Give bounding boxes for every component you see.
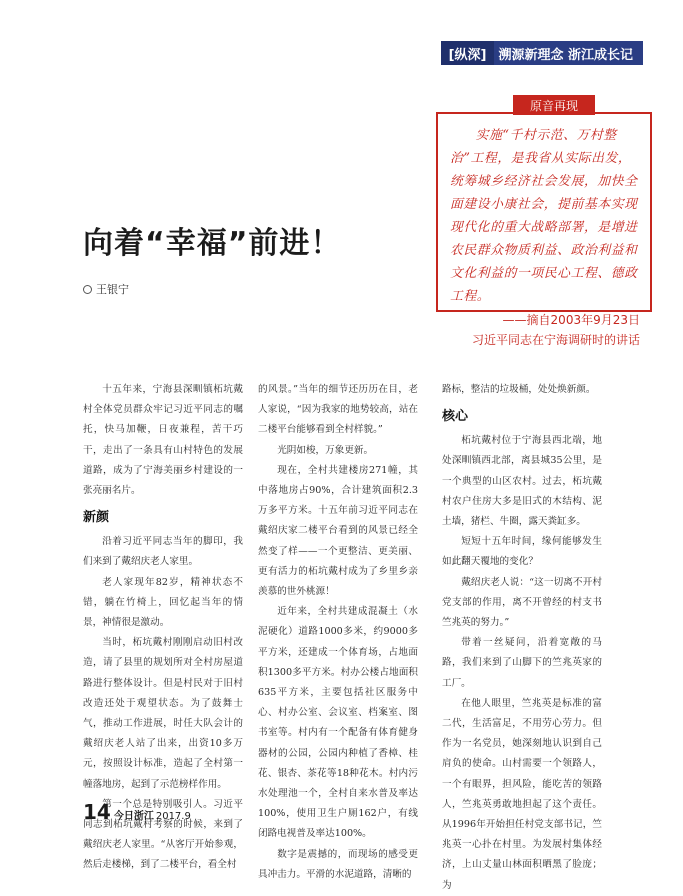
issue-number: 2017.9 bbox=[155, 811, 191, 822]
author-line bbox=[83, 281, 129, 297]
paragraph: 带着一丝疑问，沿着宽敞的马路，我们来到了山脚下的竺兆英家的工厂。 bbox=[442, 637, 602, 689]
section-heading-xinyan: 新颜 bbox=[83, 510, 110, 526]
column-2 bbox=[258, 380, 418, 885]
quote-source bbox=[450, 310, 640, 350]
paragraph: 短短十五年时间，缘何能够发生如此翻天覆地的变化？ bbox=[442, 536, 602, 568]
section-title: 溯源新理念 浙江成长记 bbox=[494, 41, 643, 65]
paragraph: 光阴如梭，万象更新。 bbox=[277, 444, 374, 456]
quote-source-date: ——摘自2003年9月23日 bbox=[502, 313, 640, 327]
paragraph: 现在，全村共建楼房271幢，其中落地房占90%，合计建筑面积2.3万多平方米。十五年前习近平同志在戴绍庆家二楼平台看到的风景已经全然变了样——一个更整洁、更美丽、更有活力的柘坑戴村成为了乡里乡亲羡慕的世外桃源！ bbox=[258, 464, 418, 598]
paragraph: 近年来，全村共建成混凝土（水泥硬化）道路1000多米，约9000多平方米，还建成一个体育场，占地面积1300多平方米。村办公楼占地面积635平方米，主要包括社区服务中心、村办公室、会议室、档案室、图书室等。村内有一个配备有体育健身器材的公园，公园内种植了香樟、桂花、银杏、茶花等18种花木。村内污水处理池一个，全村自来水普及率达100%，使用卫生户厕162户，有线闭路电视普及率达100%。 bbox=[258, 606, 418, 840]
page-number: 14 bbox=[83, 800, 111, 824]
paragraph: 第一个总是特别吸引人。习近平同志到柘坑戴村考察的时候，来到了戴绍庆老人家里。“从客厅开始参观，然后走楼梯，到了二楼平台，看全村 bbox=[83, 798, 243, 871]
paragraph: 戴绍庆老人说：“这一切离不开村党支部的作用，离不开曾经的村支书竺兆英的努力。” bbox=[442, 576, 602, 629]
paragraph: 路标，整洁的垃圾桶，处处焕新颜。 bbox=[442, 384, 596, 395]
paragraph: 十五年来，宁海县深甽镇柘坑戴村全体党员群众牢记习近平同志的嘱托，快马加鞭，日夜兼程，苦干巧干，走出了一条具有山村特色的发展道路，成为了宁海美丽乡村建设的一张亮丽名片。 bbox=[83, 384, 243, 497]
paragraph: 柘坑戴村位于宁海县西北端，地处深甽镇西北部，离县城35公里，是一个典型的山区农村。过去，柘坑戴村农户住房大多是旧式的木结构、泥土墙，猪栏、牛圈，露天粪缸多。 bbox=[442, 435, 602, 528]
quote-box bbox=[436, 112, 652, 347]
quote-text: 实施“千村示范、万村整治”工程，是我省从实际出发，统筹城乡经济社会发展，加快全面建设小康社会，提前基本实现现代化的重大战略部署，是增进农民群众物质利益、政治利益和文化利益的一项民心工程、德政工程。 bbox=[450, 128, 638, 304]
paragraph: 的风景。”当年的细节还历历在目，老人家说，“因为我家的地势较高，站在二楼平台能够看到全村样貌。” bbox=[258, 384, 418, 436]
section-header bbox=[441, 41, 643, 65]
paragraph: 老人家现年82岁，精神状态不错，躺在竹椅上，回忆起当年的情景，神情很是激动。 bbox=[83, 576, 243, 629]
quote-source-event: 习近平同志在宁海调研时的讲话 bbox=[471, 333, 640, 347]
quote-label: 原音再现 bbox=[513, 95, 595, 115]
page-footer bbox=[83, 800, 191, 824]
author-name: 王银宁 bbox=[96, 283, 129, 296]
section-heading-hexin: 核心 bbox=[442, 409, 469, 425]
magazine-name: 今日浙江 bbox=[113, 811, 154, 822]
paragraph: 沿着习近平同志当年的脚印，我们来到了戴绍庆老人家里。 bbox=[83, 536, 243, 568]
article-title: 向着“幸福”前进！ bbox=[83, 226, 342, 261]
section-tag: [纵深] bbox=[441, 41, 495, 65]
paragraph: 当时，柘坑戴村刚刚启动旧村改造，请了县里的规划所对全村房屋道路进行整体设计。但是村民对于旧村改造还处于观望状态。为了鼓舞士气，推动工作进展，时任大队会计的戴绍庆老人站了出来，出资10多万元，按照设计标准，造起了全村第一幢落地房，起到了示范榜样作用。 bbox=[83, 637, 243, 790]
paragraph: 在他人眼里，竺兆英是标准的富二代，生活富足，不用劳心劳力。但作为一名党员，她深刻地认识到自己肩负的使命。山村需要一个领路人，一个有眼界，担风险，能吃苦的领路人，竺兆英勇敢地担起了这个责任。从1996年开始担任村党支部书记，竺兆英一心扑在村里。为发展村集体经济，上山丈量山林面积晒黑了脸庞；为 bbox=[442, 697, 602, 891]
author-ring-icon bbox=[83, 285, 92, 294]
column-3 bbox=[442, 380, 602, 896]
paragraph: 数字是震撼的，而现场的感受更具冲击力。平滑的水泥道路，清晰的 bbox=[258, 848, 418, 880]
